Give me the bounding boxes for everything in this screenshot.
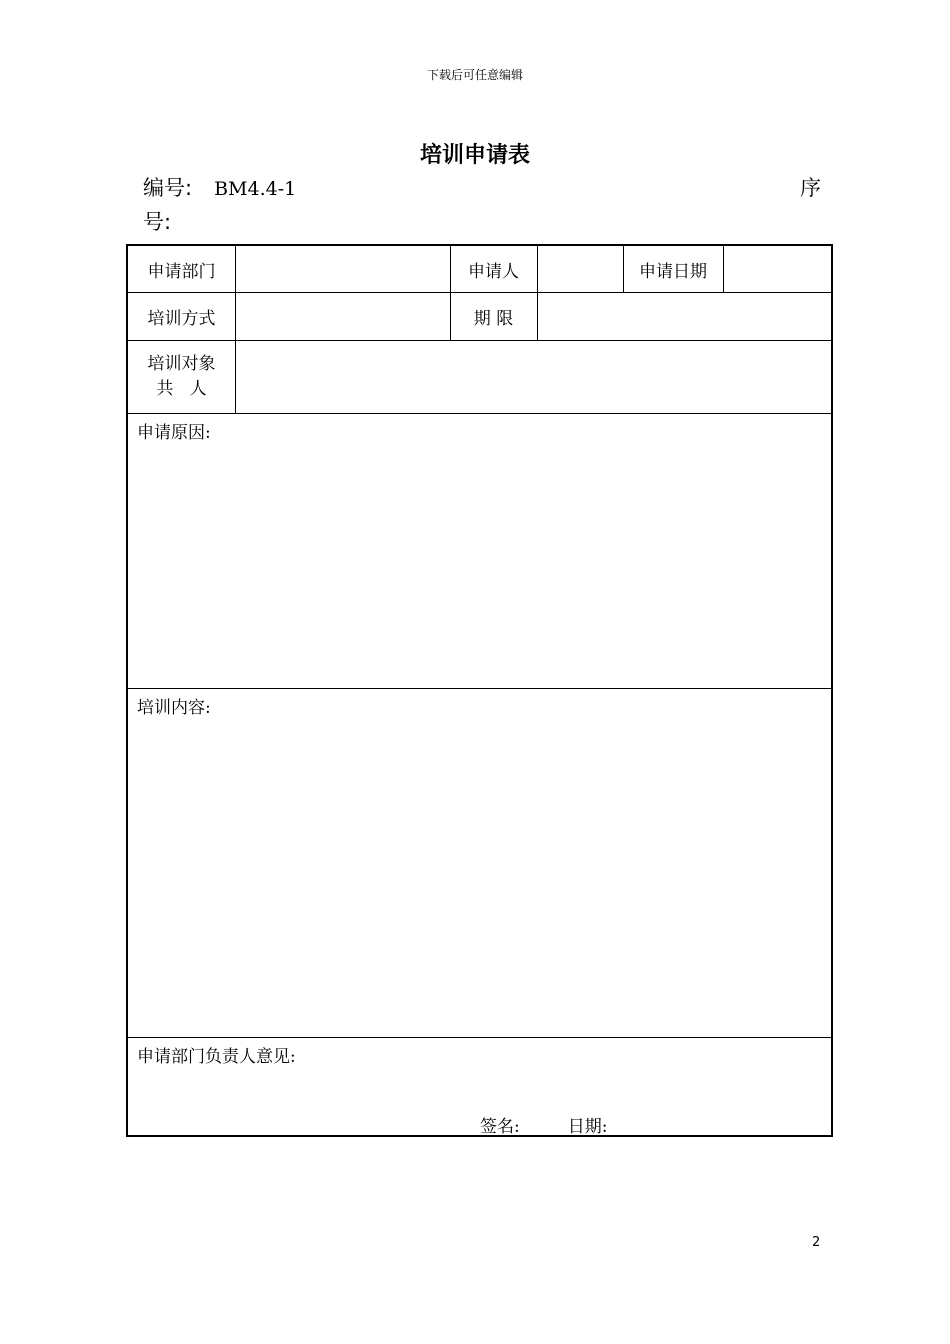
- reason-label: 申请原因:: [137, 423, 211, 443]
- form-title: 培训申请表: [419, 143, 530, 168]
- applicant-field[interactable]: [538, 246, 623, 292]
- application-form-table: [126, 244, 833, 1137]
- date-label: 日期:: [567, 1117, 608, 1137]
- row-divider: [128, 1037, 831, 1038]
- code-value: BM4.4-1: [214, 178, 297, 200]
- row-divider: [128, 413, 831, 414]
- period-field[interactable]: [538, 293, 831, 340]
- seq-label-part2: 号:: [143, 210, 172, 234]
- opinion-label: 申请部门负责人意见:: [137, 1047, 296, 1067]
- sign-row: [480, 1112, 607, 1137]
- target-label-line1: 培训对象: [147, 354, 216, 374]
- content-label: 培训内容:: [137, 698, 211, 718]
- code-label: 编号:: [143, 176, 193, 200]
- target-label-line2: 共 人: [156, 379, 207, 399]
- method-field[interactable]: [236, 293, 450, 340]
- sign-label: 签名:: [480, 1117, 520, 1137]
- period-label: 期 限: [473, 309, 514, 329]
- page-number: 2: [812, 1235, 821, 1250]
- apply-date-label: 申请日期: [639, 261, 707, 282]
- header-note: 下载后可任意编辑: [426, 68, 523, 82]
- apply-date-field[interactable]: [724, 246, 831, 292]
- target-field[interactable]: [236, 341, 831, 413]
- dept-label: 申请部门: [147, 261, 216, 282]
- row-divider: [128, 688, 831, 689]
- applicant-label: 申请人: [468, 261, 519, 282]
- target-label: [128, 341, 235, 413]
- code-line: [143, 172, 296, 202]
- dept-field[interactable]: [236, 246, 450, 292]
- seq-label-part1: 序: [800, 176, 821, 200]
- method-label: 培训方式: [147, 309, 216, 329]
